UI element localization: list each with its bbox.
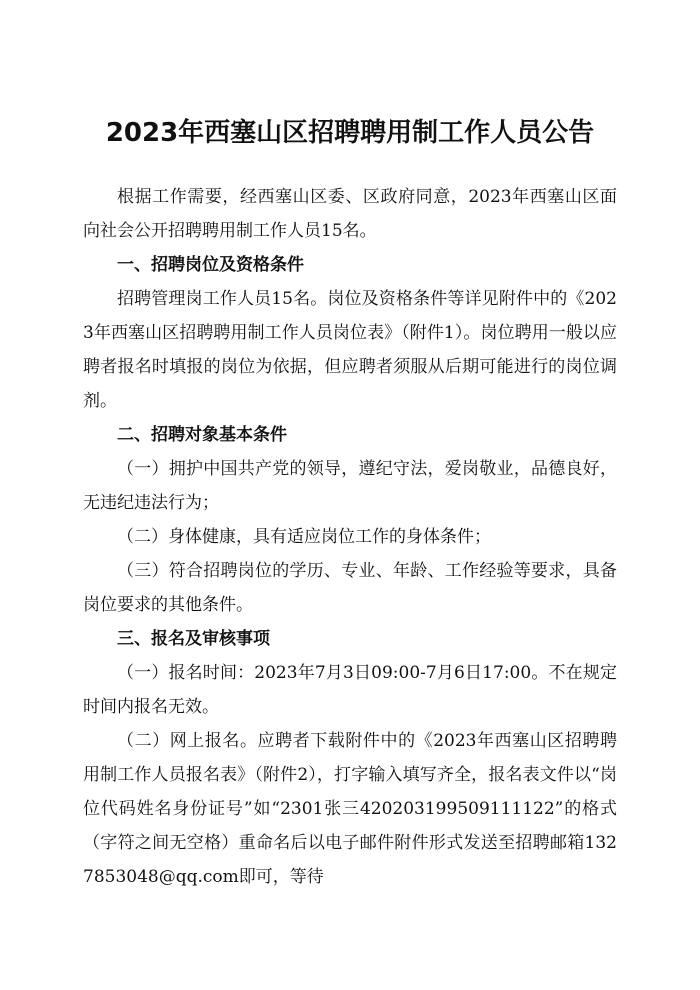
section-3-paragraph-1: （一）报名时间：2023年7月3日09:00-7月6日17:00。不在规定时间内报名无效。: [83, 663, 617, 717]
section-3-paragraph-2: （二）网上报名。应聘者下载附件中的《2023年西塞山区招聘聘用制工作人员报名表》（附件2），打字输入填写齐全，报名表文件以“岗位代码姓名身份证号”如“2301张三420203199509111122”的格式（字符之间无空格）重命名后以电子邮件附件形式发送至招聘邮箱1327853048@qq.com即可，等待: [83, 731, 617, 887]
document-title: 2023年西塞山区招聘聘用制工作人员公告: [105, 118, 595, 148]
section-1-paragraph-1: 招聘管理岗工作人员15名。岗位及资格条件等详见附件中的《2023年西塞山区招聘聘用制工作人员岗位表》（附件1）。岗位聘用一般以应聘者报名时填报的岗位为依据，但应聘者须服从后期可能进行的岗位调剂。: [83, 289, 617, 411]
document-body: [83, 180, 617, 894]
section-heading-2: 二、招聘对象基本条件: [117, 425, 287, 445]
intro-paragraph: 根据工作需要，经西塞山区委、区政府同意，2023年西塞山区面向社会公开招聘聘用制工作人员15名。: [83, 187, 617, 241]
section-heading-1: 一、招聘岗位及资格条件: [117, 255, 304, 275]
section-2-paragraph-2: （二）身体健康，具有适应岗位工作的身体条件；: [117, 527, 491, 547]
section-2-paragraph-1: （一）拥护中国共产党的领导，遵纪守法，爱岗敬业，品德良好，无违纪违法行为；: [83, 459, 617, 513]
section-heading-3: 三、报名及审核事项: [117, 629, 270, 649]
section-2-paragraph-3: （三）符合招聘岗位的学历、专业、年龄、工作经验等要求，具备岗位要求的其他条件。: [83, 561, 617, 615]
